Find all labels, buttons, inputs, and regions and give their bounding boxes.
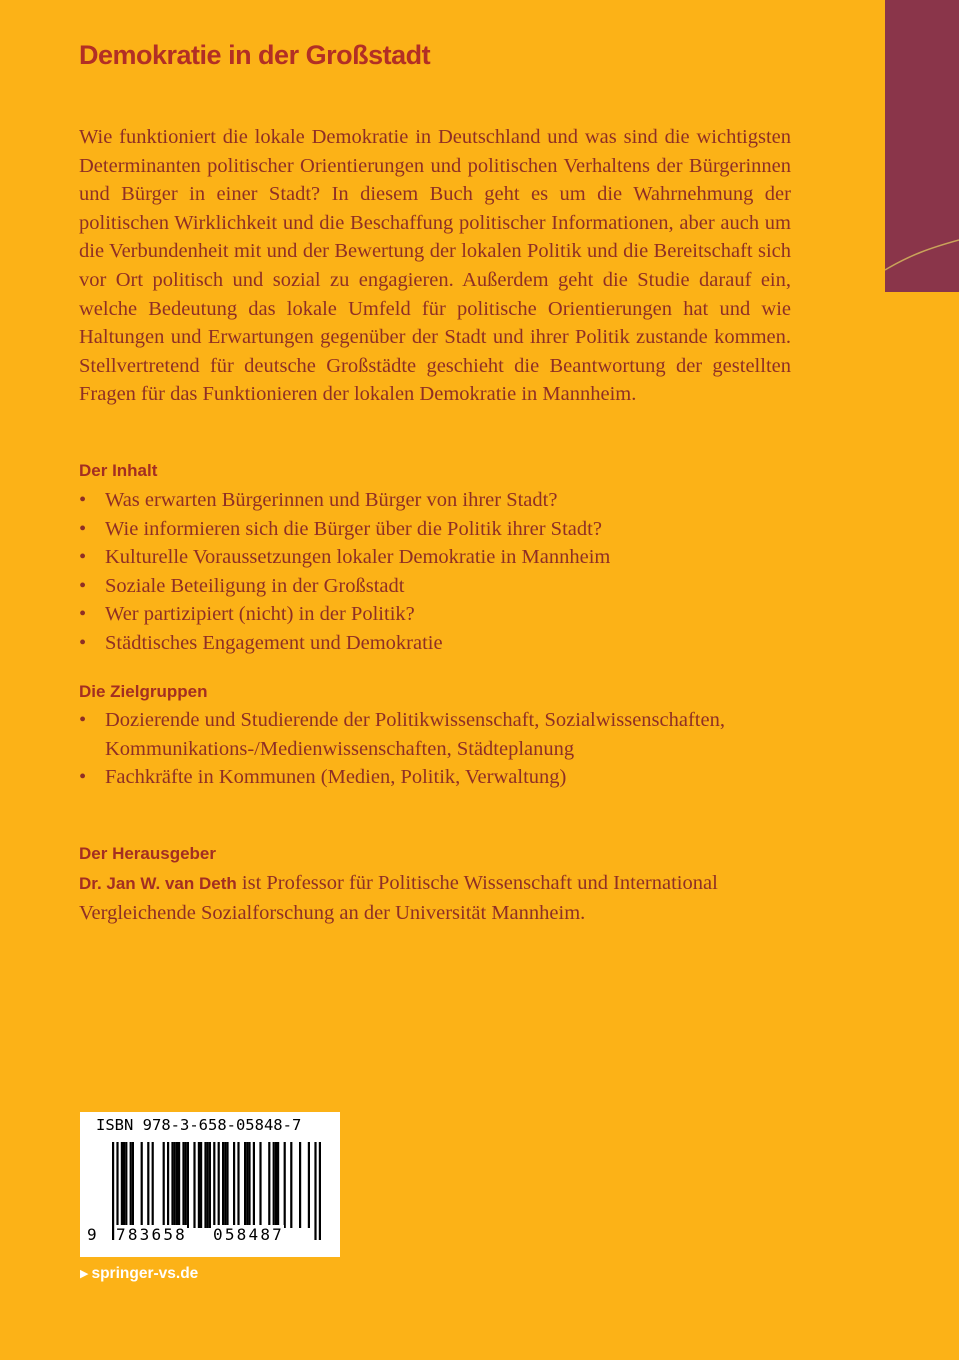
barcode-bar [163, 1142, 165, 1228]
barcode-bar [125, 1142, 127, 1228]
ean-left-digits: 783658 [116, 1225, 187, 1244]
barcode-bar [314, 1142, 316, 1240]
barcode-bar [187, 1142, 189, 1228]
barcode-bar [284, 1142, 286, 1228]
bullet-icon: • [79, 546, 87, 569]
barcode-bar [273, 1142, 275, 1228]
isbn-barcode [80, 1112, 340, 1257]
audience-heading: Die Zielgruppen [79, 682, 208, 701]
audience-list [79, 706, 739, 792]
barcode-bar [308, 1142, 310, 1228]
barcode-bar [233, 1142, 235, 1228]
barcode-bar [178, 1142, 180, 1228]
barcode-bar [193, 1142, 195, 1228]
decorative-accent-bar [885, 0, 959, 292]
barcode-bar [147, 1142, 149, 1228]
barcode-bar [222, 1142, 224, 1228]
barcode-bar [226, 1142, 228, 1228]
barcode-bar [268, 1142, 270, 1228]
book-title: Demokratie in der Großstadt [79, 40, 431, 70]
bullet-icon: • [79, 631, 87, 654]
bullet-icon: • [79, 517, 87, 540]
barcode-bar [200, 1142, 202, 1228]
barcode-bar [141, 1142, 143, 1228]
barcode-bar [259, 1142, 261, 1228]
barcode-bar [237, 1142, 239, 1228]
barcode-bar [123, 1142, 125, 1228]
barcode-bar [152, 1142, 154, 1228]
barcode-bar [130, 1142, 132, 1228]
barcode-bar [171, 1142, 173, 1228]
bullet-icon: • [79, 766, 87, 789]
editor-bio: Dr. Jan W. van Deth ist Professor für Politische Wissenschaft und International Vergleichende Sozialforschung an der Universität Mannheim. [79, 872, 718, 924]
barcode-bar [185, 1142, 187, 1228]
barcode-bar [248, 1142, 250, 1228]
barcode-bar [319, 1142, 321, 1240]
barcode-bar [198, 1142, 200, 1228]
list-item: • Soziale Beteiligung in der Großstadt [79, 572, 610, 601]
list-item: • Kulturelle Voraussetzungen lokaler Demokratie in Mannheim [79, 543, 610, 572]
list-item: • Dozierende und Studierende der Politikwissenschaft, Sozialwissenschaften, Kommunikations-/Medienwissenschaften, Städteplanung [79, 706, 739, 763]
barcode-bar [132, 1142, 134, 1228]
contents-list [79, 486, 610, 658]
editor-name: Dr. Jan W. van Deth [79, 874, 237, 893]
list-item: • Städtisches Engagement und Demokratie [79, 629, 610, 658]
triangle-right-icon: ▶ [80, 1268, 89, 1280]
barcode-bar [182, 1142, 184, 1228]
editor-heading: Der Herausgeber [79, 844, 217, 863]
barcode-bar [112, 1142, 114, 1240]
publisher-website [80, 1265, 198, 1283]
list-item: • Wer partizipiert (nicht) in der Politik? [79, 600, 610, 629]
barcode-bar [167, 1142, 169, 1228]
list-item: • Was erwarten Bürgerinnen und Bürger von ihrer Stadt? [79, 486, 610, 515]
barcode-bar [290, 1142, 292, 1228]
barcode-bar [277, 1142, 279, 1228]
ean-right-digits: 058487 [213, 1225, 284, 1244]
barcode-bar [209, 1142, 211, 1228]
barcode-bar [207, 1142, 209, 1228]
book-description: Wie funktioniert die lokale Demokratie in Deutschland und was sind die wichtigsten Determinanten politischer Orientierungen und politischen Verhaltens der Bürgerinnen und Bürger in einer Stadt? In diesem Buch geht es um die Wahrnehmung der politischen Wirklichkeit und die Beschaffung politischer Informationen, aber auch um die Verbundenheit mit und der Bewertung der lokalen Politik und die Bereitschaft sich vor Ort politisch und sozial zu engagieren. Außerdem geht die Studie darauf ein, welche Bedeutung das lokale Umfeld für politische Orientierungen hat und wie Haltungen und Erwartungen gegenüber der Stadt und ihrer Politik zustande kommen. Stellvertretend für deutsche Großstädte geschieht die Beantwortung der gestellten Fragen für das Funktionieren der lokalen Demokratie in Mannheim. [79, 126, 791, 406]
isbn-label: ISBN 978-3-658-05848-7 [96, 1116, 302, 1134]
bullet-icon: • [79, 574, 87, 597]
accent-curve-icon [885, 0, 959, 292]
barcode-bar [244, 1142, 246, 1228]
barcode-bar [275, 1142, 277, 1228]
barcode-bar [176, 1142, 178, 1228]
barcode-bar [174, 1142, 176, 1228]
barcode-bar [246, 1142, 248, 1228]
bullet-icon: • [79, 603, 87, 626]
contents-heading: Der Inhalt [79, 461, 158, 480]
list-item: • Fachkräfte in Kommunen (Medien, Politik, Verwaltung) [79, 763, 739, 792]
bullet-icon: • [79, 489, 87, 511]
list-item: • Wie informieren sich die Bürger über die Politik ihrer Stadt? [79, 515, 610, 544]
barcode-bar [204, 1142, 206, 1228]
website-url: springer-vs.de [91, 1265, 199, 1282]
bullet-icon: • [79, 709, 87, 731]
barcode-bar [224, 1142, 226, 1228]
barcode-bar [299, 1142, 301, 1228]
ean-first-digit: 9 [87, 1225, 97, 1244]
barcode-bar [121, 1142, 123, 1228]
barcode-bar [253, 1142, 255, 1228]
